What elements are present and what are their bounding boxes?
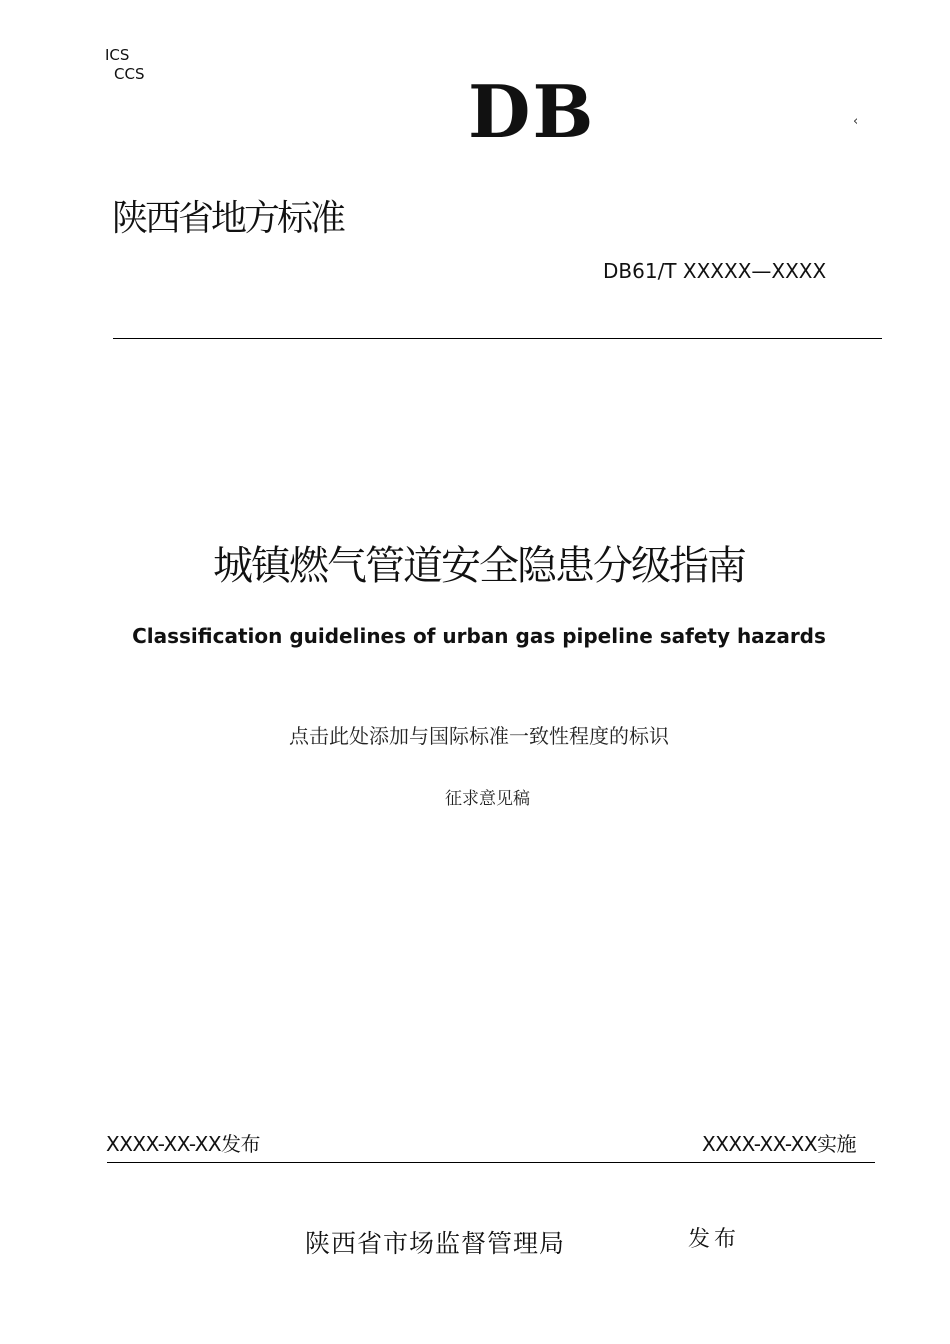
- db-logo: DB: [468, 69, 596, 154]
- issue-word: 发布: [688, 1227, 741, 1252]
- standard-number: DB61/T XXXXX—XXXX: [603, 259, 827, 283]
- edge-mark: ‹: [853, 114, 859, 129]
- footer-divider: [107, 1162, 875, 1163]
- standard-type: 陕西省地方标准: [112, 198, 344, 239]
- title-english: Classification guidelines of urban gas pipeline safety hazards: [132, 624, 826, 648]
- ics-label: ICS: [105, 46, 130, 64]
- issuer: 陕西省市场监督管理局: [305, 1229, 566, 1258]
- ccs-label: CCS: [114, 65, 145, 83]
- draft-stage: 征求意见稿: [445, 789, 530, 809]
- title-chinese: 城镇燃气管道安全隐患分级指南: [213, 543, 745, 589]
- consistency-note[interactable]: 点击此处添加与国际标准一致性程度的标识: [289, 724, 669, 748]
- header-divider: [113, 338, 882, 339]
- implementation-date: XXXX-XX-XX实施: [702, 1132, 857, 1156]
- issue-date: XXXX-XX-XX发布: [106, 1132, 261, 1156]
